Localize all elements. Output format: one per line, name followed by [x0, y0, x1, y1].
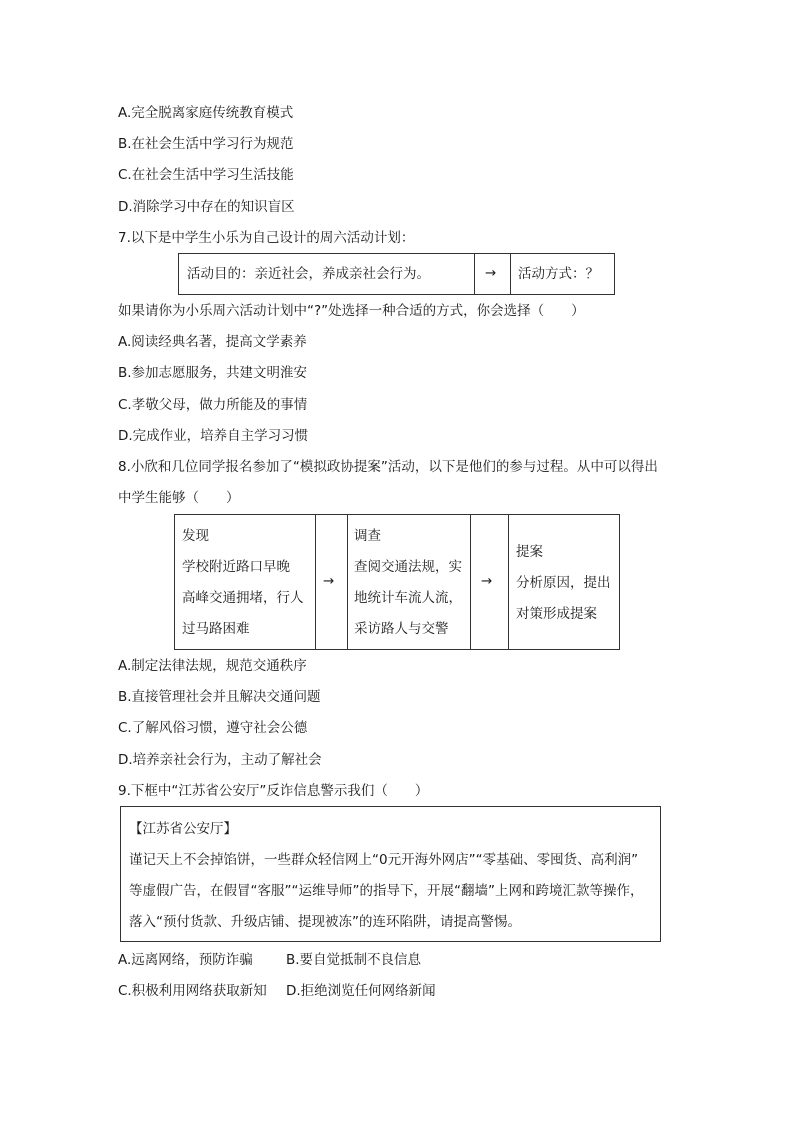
q8-step-investigate-title: 调查 — [354, 528, 381, 544]
q8-step-discover-line: 高峰交通拥堵，行人 — [182, 590, 304, 606]
q7-plan-box — [178, 253, 615, 295]
q9-notice-title: 【江苏省公安厅】 — [129, 821, 237, 837]
q9-stem: 9.下框中“江苏省公安厅”反诈信息警示我们（ ） — [118, 783, 429, 799]
q8-arrow-cell-2 — [471, 515, 509, 649]
q8-step-investigate-line: 查阅交通法规，实 — [354, 559, 462, 575]
q8-option-a: A.制定法律法规，规范交通秩序 — [118, 658, 307, 674]
q8-step-propose-line: 分析原因，提出 — [516, 575, 611, 591]
q9-notice-line: 谨记天上不会掉馅饼，一些群众轻信网上“0元开海外网店”“零基础、零囤货、高利润” — [129, 852, 639, 868]
q8-option-d: D.培养亲社会行为，主动了解社会 — [118, 752, 322, 768]
q7-option-b: B.参加志愿服务，共建文明淮安 — [118, 365, 308, 381]
q8-flow-box — [174, 514, 620, 650]
q7-stem: 7.以下是中学生小乐为自己设计的周六活动计划： — [118, 230, 415, 246]
q9-notice-line: 落入“预付货款、升级店铺、提现被冻”的连环陷阱，请提高警惕。 — [129, 914, 521, 930]
q6-option-d: D.消除学习中存在的知识盲区 — [118, 199, 295, 215]
q9-option-d: D.拒绝浏览任何网络新闻 — [286, 983, 436, 999]
q8-step-propose-title: 提案 — [516, 544, 543, 560]
q8-step-investigate-line: 地统计车流人流， — [354, 590, 462, 606]
q8-step-propose — [509, 515, 621, 649]
q8-stem-line2: 中学生能够（ ） — [118, 490, 240, 506]
q7-plan-arrow-cell — [475, 254, 511, 294]
q8-step-discover-title: 发现 — [182, 528, 209, 544]
q8-step-investigate — [348, 515, 471, 649]
q7-option-a: A.阅读经典名著，提高文学素养 — [118, 334, 307, 350]
q7-plan-method: 活动方式：？ — [518, 266, 599, 282]
q8-step-discover-line: 过马路困难 — [182, 621, 250, 637]
right-arrow-icon: → — [485, 265, 497, 281]
q8-step-propose-line: 对策形成提案 — [516, 606, 597, 622]
q7-plan-purpose-cell — [179, 254, 475, 294]
q8-option-b: B.直接管理社会并且解决交通问题 — [118, 689, 321, 705]
q7-option-d: D.完成作业，培养自主学习习惯 — [118, 428, 309, 444]
q8-step-discover-line: 学校附近路口早晚 — [182, 559, 290, 575]
q9-option-c: C.积极利用网络获取新知 — [118, 983, 267, 999]
q7-option-c: C.孝敬父母，做力所能及的事情 — [118, 397, 308, 413]
right-arrow-icon: → — [323, 573, 335, 589]
q9-notice-box — [120, 806, 661, 942]
q7-question: 如果请你为小乐周六活动计划中“?”处选择一种合适的方式，你会选择（ ） — [118, 303, 585, 319]
right-arrow-icon: → — [481, 573, 493, 589]
q8-step-discover — [175, 515, 316, 649]
q8-arrow-cell-1 — [316, 515, 348, 649]
q9-option-a: A.远离网络，预防诈骗 — [118, 952, 253, 968]
q8-step-investigate-line: 采访路人与交警 — [354, 621, 449, 637]
q7-plan-purpose: 活动目的：亲近社会，养成亲社会行为。 — [187, 266, 430, 282]
q9-option-b: B.要自觉抵制不良信息 — [286, 952, 422, 968]
q7-plan-method-cell — [511, 254, 616, 294]
q6-option-c: C.在社会生活中学习生活技能 — [118, 167, 294, 183]
q8-stem-line1: 8.小欣和几位同学报名参加了“模拟政协提案”活动，以下是他们的参与过程。从中可以得出 — [118, 459, 658, 475]
q6-option-a: A.完全脱离家庭传统教育模式 — [118, 105, 294, 121]
q8-option-c: C.了解风俗习惯，遵守社会公德 — [118, 720, 308, 736]
q9-notice-line: 等虚假广告，在假冒“客服”“运维导师”的指导下，开展“翻墙”上网和跨境汇款等操作， — [129, 883, 644, 899]
q6-option-b: B.在社会生活中学习行为规范 — [118, 136, 294, 152]
